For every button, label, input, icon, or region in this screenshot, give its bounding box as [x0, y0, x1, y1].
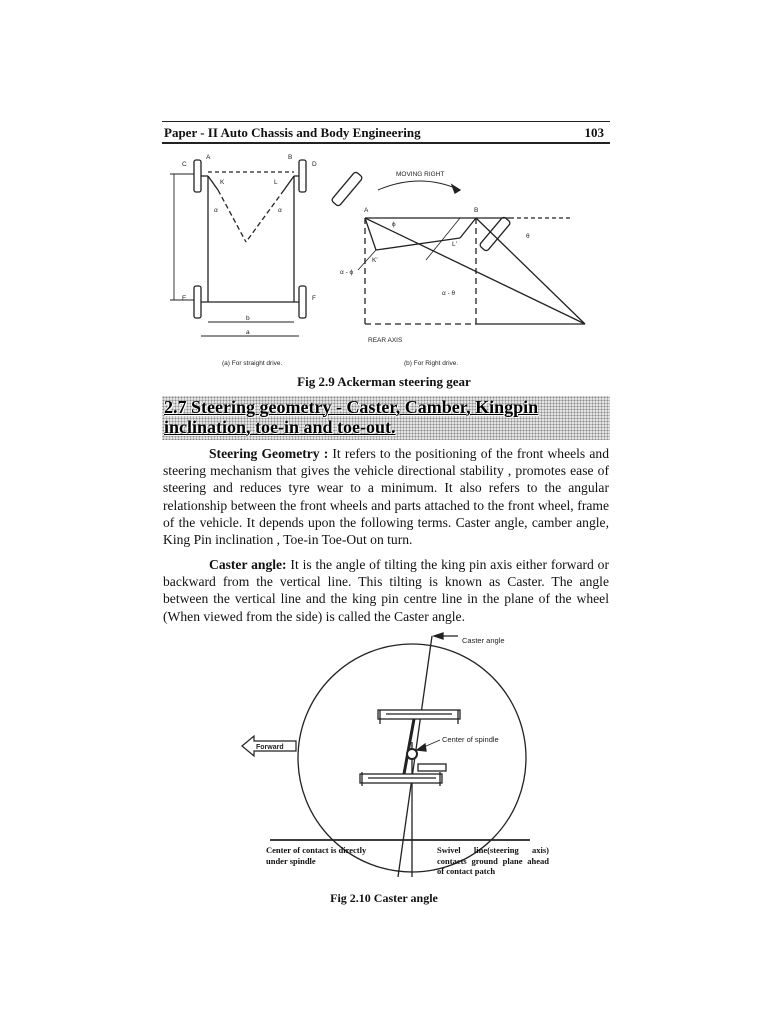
label-l: L [274, 179, 278, 186]
section-heading-box [162, 396, 610, 440]
label-alpha-right: α [278, 207, 282, 214]
label-e: E [182, 295, 187, 302]
caster-angle-figure [230, 632, 550, 877]
note-center-of-contact: Center of contact is directly under spindle [266, 845, 367, 866]
label-center-of-spindle: Center of spindle [442, 735, 499, 744]
label-alpha-theta: α - θ [442, 290, 456, 297]
label-phi: ϕ [392, 221, 396, 228]
label-f: F [312, 295, 316, 302]
label-dim-b: b [246, 315, 250, 322]
label-k-prime: K' [372, 257, 378, 264]
wheel-c [194, 160, 201, 192]
label-alpha-phi: α - ϕ [340, 269, 354, 276]
subcaption-a: (a) For straight drive. [222, 360, 283, 367]
term-steering-geometry: Steering Geometry : [209, 446, 329, 461]
label-l-prime: L' [452, 241, 457, 248]
subcaption-b: (b) For Right drive. [404, 360, 459, 367]
page-header [162, 121, 610, 144]
label-c: C [182, 161, 187, 168]
term-caster-angle: Caster angle: [209, 557, 287, 572]
wheel-front-left-turned [331, 171, 363, 207]
label-caster-angle: Caster angle [462, 636, 505, 645]
label-k: K [220, 179, 225, 186]
label-theta: θ [526, 233, 530, 240]
label-d: D [312, 161, 317, 168]
wheel-f [299, 286, 306, 318]
label-b: B [288, 154, 293, 161]
wheel-e [194, 286, 201, 318]
label-a2: A [364, 207, 369, 214]
label-a: A [206, 154, 211, 161]
wheel-front-right-turned [479, 216, 511, 252]
page-number: 103 [584, 125, 604, 140]
paragraph-steering-geometry-text: It refers to the positioning of the front wheels and steering mechanism that gives the vehicle directional stability , promotes ease of steering and reduces tyre wear to a minimum. It also refers to the angular relationship between the front wheels and parts attached to the front wheel, frame of the vehicle. It depends upon the following terms. Caster angle, camber angle, King Pin inclination , Toe-in Toe-Out on turn. [163, 446, 609, 548]
figure1-caption: Fig 2.9 Ackerman steering gear [297, 374, 471, 389]
figure2-caption: Fig 2.10 Caster angle [330, 891, 438, 905]
paragraph-caster-angle [163, 556, 609, 625]
paragraph-steering-geometry [163, 445, 609, 548]
wheel-d [299, 160, 306, 192]
label-rear-axis: REAR AXIS [368, 337, 403, 344]
header-title: Paper - II Auto Chassis and Body Engineering [164, 125, 421, 140]
label-forward: Forward [256, 744, 284, 751]
paragraph-caster-angle-text: It is the angle of tilting the king pin axis either forward or backward from the vertical line. This tilting is known as Caster. The angle between the vertical line and the king pin centre line in the plane of the wheel (When viewed from the side) is called the Caster angle. [163, 557, 609, 624]
label-dim-a: a [246, 329, 250, 336]
ackerman-steering-figure [160, 150, 600, 372]
section-heading: 2.7 Steering geometry - Caster, Camber, Kingpin inclination, toe-in and toe-out. [164, 397, 539, 437]
label-alpha-left: α [214, 207, 218, 214]
note-swivel-line: Swivel line(steering axis) contacts ground plane ahead of contact patch [437, 845, 549, 876]
label-moving-right: MOVING RIGHT [396, 171, 445, 178]
label-b2: B [474, 207, 479, 214]
